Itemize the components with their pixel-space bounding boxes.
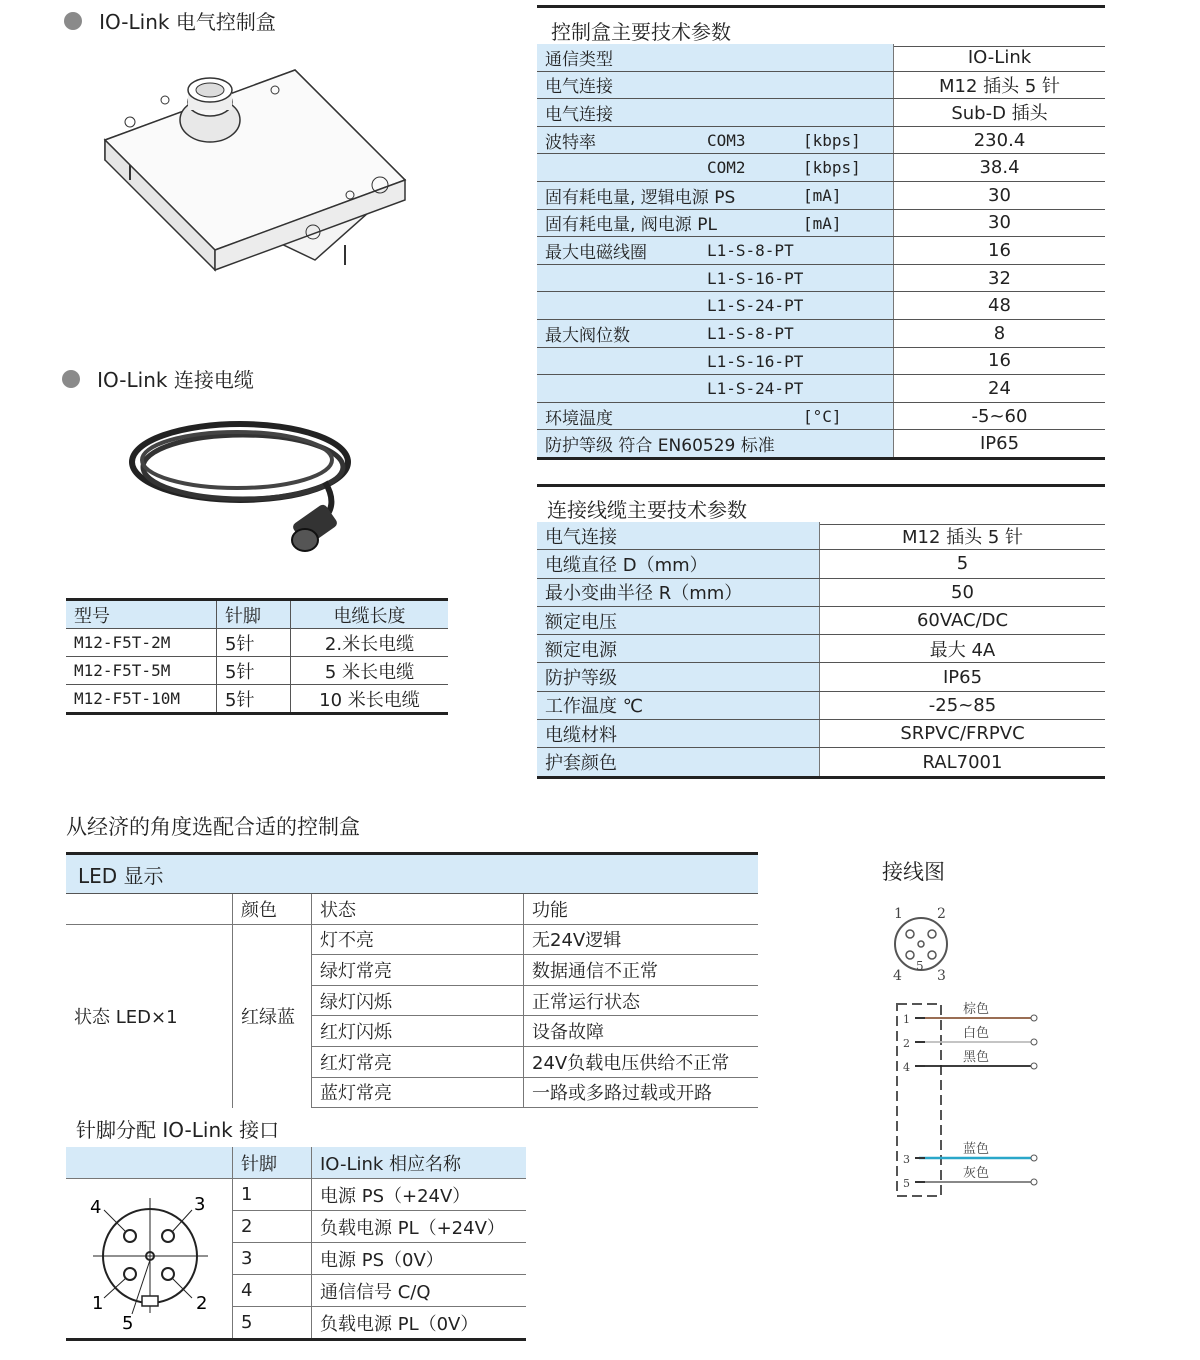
- spec-sublabel: L1-S-16-PT: [707, 268, 804, 288]
- spec-label-cell: [537, 44, 894, 71]
- table-row: [537, 550, 1105, 578]
- pin-number: 4: [233, 1275, 312, 1307]
- wire-terminal-icon: [1031, 1155, 1037, 1161]
- spec-sublabel: L1-S-8-PT: [707, 323, 794, 343]
- table-row: [537, 99, 1105, 127]
- led-state: 红灯常亮: [312, 1046, 524, 1077]
- economy-title: 从经济的角度选配合适的控制盒: [66, 815, 360, 839]
- wiring-title: 接线图: [882, 860, 945, 884]
- table-row: [537, 347, 1105, 375]
- wire-color-label: 黑色: [963, 1050, 990, 1065]
- table-row: [537, 606, 1105, 634]
- spec-value: 8: [894, 319, 1106, 347]
- led-display-table: [66, 852, 758, 1108]
- connector-pin-label: 2: [937, 906, 946, 922]
- spec2-title-bar: [537, 484, 1105, 525]
- table-row: [537, 402, 1105, 430]
- table-row: [66, 924, 758, 955]
- table-row: [537, 663, 1105, 691]
- table-row: [537, 264, 1105, 292]
- spec-unit: [°C]: [803, 406, 842, 426]
- spec2-title: 连接线缆主要技术参数: [547, 498, 747, 522]
- wire-pin-label: 2: [903, 1037, 910, 1050]
- spec-value: 16: [894, 237, 1106, 265]
- cable-spec-table: [537, 522, 1105, 779]
- cell: 10 米长电缆: [291, 685, 449, 714]
- m12-pin-diagram: [88, 1188, 218, 1333]
- spec-label-cell: [537, 319, 894, 347]
- table-row: [537, 375, 1105, 403]
- section-iolink-box-header: [64, 6, 276, 35]
- spec-label: 电缆材料: [537, 720, 820, 748]
- column-header: 针脚: [233, 1147, 312, 1179]
- spec-label-cell: [537, 375, 894, 403]
- table-row: [537, 154, 1105, 182]
- cell: M12-F5T-2M: [66, 629, 217, 657]
- wire-terminal-icon: [1031, 1015, 1037, 1021]
- spec-value: 30: [894, 181, 1106, 209]
- spec-value: 38.4: [894, 154, 1106, 182]
- table-row: [537, 578, 1105, 606]
- spec-value: 最大 4A: [820, 635, 1106, 663]
- spec-label: 电气连接: [545, 104, 613, 125]
- spec-label-cell: [537, 430, 894, 459]
- spec-label: 通信类型: [545, 49, 613, 70]
- spec-value: 32: [894, 264, 1106, 292]
- spec-label: 护套颜色: [537, 748, 820, 777]
- table-row: [537, 209, 1105, 237]
- table-row: [537, 635, 1105, 663]
- connector-pin-label: 3: [937, 968, 946, 984]
- spec-value: IP65: [820, 663, 1106, 691]
- cell: M12-F5T-5M: [66, 657, 217, 685]
- spec-label: 防护等级: [537, 663, 820, 691]
- spec-label: 固有耗电量, 逻辑电源 PS: [545, 187, 736, 208]
- pin-assignment-title: 针脚分配 IO-Link 接口: [76, 1118, 280, 1142]
- pin-name: 通信信号 C/Q: [312, 1275, 527, 1307]
- spec-label-cell: [537, 209, 894, 237]
- section-title: IO-Link 连接电缆: [97, 368, 254, 392]
- led-column-header-row: [66, 894, 758, 925]
- led-header: LED 显示: [66, 854, 758, 894]
- spec-unit: [kbps]: [803, 158, 861, 178]
- spec-label: 额定电源: [537, 635, 820, 663]
- table-row: [537, 522, 1105, 550]
- spec-value: M12 插头 5 针: [820, 522, 1106, 550]
- wire-terminal-icon: [1031, 1039, 1037, 1045]
- spec-label: 防护等级 符合 EN60529 标准: [545, 436, 775, 457]
- table-row: [537, 44, 1105, 71]
- spec-label-cell: [537, 237, 894, 265]
- cell: M12-F5T-10M: [66, 685, 217, 714]
- table-row: [537, 691, 1105, 719]
- spec-sublabel: COM2: [707, 158, 746, 178]
- spec-label: 工作温度 ℃: [537, 691, 820, 719]
- wire-terminal-icon: [1031, 1063, 1037, 1069]
- table-row: [66, 685, 448, 714]
- spec-label-cell: [537, 402, 894, 430]
- column-header: IO-Link 相应名称: [312, 1147, 527, 1179]
- spec-value: -5~60: [894, 402, 1106, 430]
- spec-value: 16: [894, 347, 1106, 375]
- spec-sublabel: L1-S-8-PT: [707, 241, 794, 261]
- pin-label: 2: [196, 1293, 208, 1314]
- led-state: 灯不亮: [312, 924, 524, 955]
- spec-value: 24: [894, 375, 1106, 403]
- spec-label-cell: [537, 126, 894, 154]
- led-state: 红灯闪烁: [312, 1016, 524, 1047]
- cell: 5 米长电缆: [291, 657, 449, 685]
- spec-unit: [mA]: [803, 213, 842, 233]
- pin-number: 1: [233, 1179, 312, 1211]
- spec-label: 电气连接: [545, 77, 613, 98]
- spec-label-cell: [537, 71, 894, 99]
- spec1-title-bar: [537, 5, 1105, 47]
- table-header-row: [66, 600, 448, 629]
- spec-label-cell: [537, 347, 894, 375]
- column-header: 状态: [312, 894, 524, 925]
- spec-unit: [mA]: [803, 185, 842, 205]
- led-function: 24V负载电压供给不正常: [524, 1046, 759, 1077]
- wire-color-label: 蓝色: [963, 1142, 990, 1157]
- spec-label: 环境温度: [545, 408, 613, 429]
- spec-value: IP65: [894, 430, 1106, 459]
- led-function: 一路或多路过载或开路: [524, 1077, 759, 1108]
- led-function: 数据通信不正常: [524, 955, 759, 986]
- pin-number: 2: [233, 1211, 312, 1243]
- pin-label: 4: [90, 1197, 102, 1218]
- table-row: [537, 319, 1105, 347]
- spec-sublabel: L1-S-24-PT: [707, 296, 804, 316]
- wire-color-label: 白色: [963, 1026, 990, 1041]
- table-row: [66, 657, 448, 685]
- connector-pin-label: 1: [894, 906, 903, 922]
- spec-value: 60VAC/DC: [820, 606, 1106, 634]
- table-row: [537, 748, 1105, 777]
- wire-color-label: 棕色: [963, 1002, 990, 1017]
- pin-number: 5: [233, 1307, 312, 1340]
- spec-label: 波特率: [545, 132, 596, 153]
- column-header: 针脚: [217, 600, 291, 629]
- led-state: 绿灯闪烁: [312, 985, 524, 1016]
- wiring-diagram: [885, 900, 1055, 1205]
- spec-label: 电气连接: [537, 522, 820, 550]
- led-item-label: 状态 LED×1: [66, 924, 233, 1108]
- wire-color-label: 灰色: [963, 1166, 990, 1181]
- spec-value: 5: [820, 550, 1106, 578]
- pin-label: 1: [92, 1293, 104, 1314]
- pin-name: 负载电源 PL（+24V）: [312, 1211, 527, 1243]
- spec-label-cell: [537, 264, 894, 292]
- spec-value: 230.4: [894, 126, 1106, 154]
- table-row: [537, 237, 1105, 265]
- cell: 5针: [217, 629, 291, 657]
- led-function: 正常运行状态: [524, 985, 759, 1016]
- wire-terminal-icon: [1031, 1179, 1037, 1185]
- led-function: 设备故障: [524, 1016, 759, 1047]
- bullet-icon: [62, 370, 80, 388]
- spec-value: -25~85: [820, 691, 1106, 719]
- pin-label: 5: [122, 1313, 134, 1333]
- wire-lines: [903, 1001, 1037, 1190]
- led-state: 蓝灯常亮: [312, 1077, 524, 1108]
- wire-pin-label: 3: [903, 1153, 910, 1166]
- spec-label: 电缆直径 D（mm）: [537, 550, 820, 578]
- table-row: [537, 430, 1105, 459]
- pin-label: 3: [194, 1194, 206, 1215]
- spec-label-cell: [537, 181, 894, 209]
- cell: 5针: [217, 657, 291, 685]
- table-row: [66, 629, 448, 657]
- led-state: 绿灯常亮: [312, 955, 524, 986]
- spec-value: 30: [894, 209, 1106, 237]
- spec-label: 固有耗电量, 阀电源 PL: [545, 215, 717, 236]
- spec-value: RAL7001: [820, 748, 1106, 777]
- spec-label-cell: [537, 154, 894, 182]
- table-row: [537, 71, 1105, 99]
- spec-sublabel: L1-S-16-PT: [707, 351, 804, 371]
- spec-value: IO-Link: [894, 44, 1106, 71]
- table-row: [537, 126, 1105, 154]
- spec-unit: [kbps]: [803, 130, 861, 150]
- wire-pin-label: 4: [903, 1061, 910, 1074]
- spec-label-cell: [537, 99, 894, 127]
- column-header: 功能: [524, 894, 759, 925]
- bullet-icon: [64, 12, 82, 30]
- wire-pin-label: 1: [903, 1013, 910, 1026]
- section-title: IO-Link 电气控制盒: [99, 10, 276, 34]
- pin-number: 3: [233, 1243, 312, 1275]
- cell: 5针: [217, 685, 291, 714]
- spec-value: 48: [894, 292, 1106, 320]
- connector-pin-label: 5: [916, 959, 924, 973]
- spec-sublabel: COM3: [707, 130, 746, 150]
- spec-value: Sub-D 插头: [894, 99, 1106, 127]
- wire-pin-label: 5: [903, 1177, 910, 1190]
- pin-name: 电源 PS（+24V）: [312, 1179, 527, 1211]
- table-row: [537, 181, 1105, 209]
- led-color: 红绿蓝: [233, 924, 312, 1108]
- pin-name: 负载电源 PL（0V）: [312, 1307, 527, 1340]
- cable-illustration: [125, 412, 365, 562]
- led-function: 无24V逻辑: [524, 924, 759, 955]
- spec-value: SRPVC/FRPVC: [820, 720, 1106, 748]
- column-header: 颜色: [233, 894, 312, 925]
- control-box-illustration: [95, 60, 415, 275]
- table-row: [537, 292, 1105, 320]
- column-header: 电缆长度: [291, 600, 449, 629]
- spec-label: 额定电压: [537, 606, 820, 634]
- table-header-row: [66, 1147, 526, 1179]
- spec-value: 50: [820, 578, 1106, 606]
- spec-value: M12 插头 5 针: [894, 71, 1106, 99]
- control-box-spec-table: [537, 44, 1105, 460]
- spec-label: 最大阀位数: [545, 325, 630, 346]
- spec1-title: 控制盒主要技术参数: [551, 20, 731, 44]
- spec-label: 最大电磁线圈: [545, 242, 647, 263]
- led-header-row: [66, 854, 758, 894]
- spec-sublabel: L1-S-24-PT: [707, 379, 804, 399]
- connector-pin-label: 4: [893, 968, 902, 984]
- cell: 2.米长电缆: [291, 629, 449, 657]
- column-header: 型号: [66, 600, 217, 629]
- spec-label-cell: [537, 292, 894, 320]
- table-row: [537, 720, 1105, 748]
- section-iolink-cable-header: [62, 364, 254, 393]
- cable-model-table: [66, 598, 448, 715]
- spec-label: 最小变曲半径 R（mm）: [537, 578, 820, 606]
- pin-name: 电源 PS（0V）: [312, 1243, 527, 1275]
